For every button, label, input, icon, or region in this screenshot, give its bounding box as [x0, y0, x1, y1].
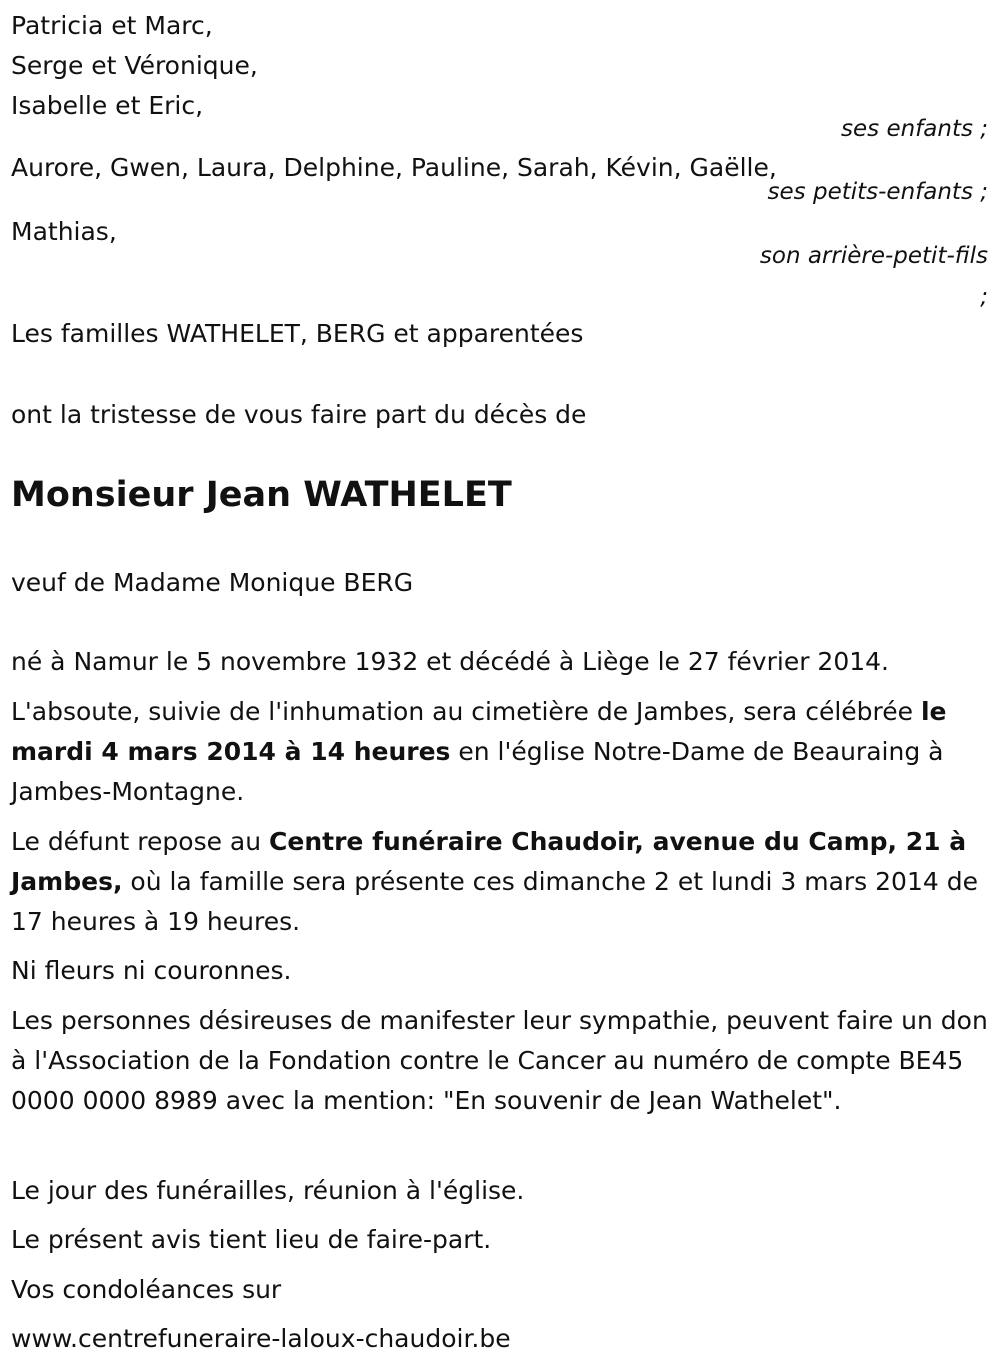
child-line-3: Isabelle et Eric,	[11, 91, 204, 120]
grandchildren-line: Aurore, Gwen, Laura, Delphine, Pauline, Sarah, Kévin, Gaëlle,	[11, 153, 777, 182]
no-flowers-line: Ni fleurs ni couronnes.	[11, 956, 292, 985]
child-line-2: Serge et Véronique,	[11, 51, 258, 80]
rest-place-visiting: où la famille sera présente ces dimanche 2 et lundi 3 mars 2014 de 17 heures à 19 heures.	[11, 867, 978, 936]
ceremony-paragraph	[11, 692, 993, 812]
ceremony-intro: L'absoute, suivie de l'inhumation au cimetière de Jambes, sera célébrée	[11, 697, 921, 726]
widower-line: veuf de Madame Monique BERG	[11, 568, 414, 597]
children-role: ses enfants ;	[841, 116, 988, 142]
families-line: Les familles WATHELET, BERG et apparentées	[11, 319, 584, 348]
great-grandchild-role-end: ;	[980, 284, 988, 310]
great-grandchild-line: Mathias,	[11, 217, 117, 246]
announcement-line: ont la tristesse de vous faire part du décès de	[11, 400, 587, 429]
rest-place-intro: Le défunt repose au	[11, 827, 270, 856]
birth-death-line: né à Namur le 5 novembre 1932 et décédé à Liège le 27 février 2014.	[11, 647, 890, 676]
great-grandchild-role: son arrière-petit-fils	[759, 243, 988, 269]
condolences-label: Vos condoléances sur	[11, 1275, 282, 1304]
deceased-name: Monsieur Jean WATHELET	[11, 475, 512, 515]
ceremony-place: en l'église Notre-Dame de Beauraing à Jambes-Montagne.	[11, 737, 944, 806]
rest-place-address: Centre funéraire Chaudoir, avenue du Camp, 21 à Jambes,	[11, 827, 967, 896]
meeting-line: Le jour des funérailles, réunion à l'église.	[11, 1176, 525, 1205]
notice-line: Le présent avis tient lieu de faire-part.	[11, 1225, 492, 1254]
donation-paragraph: Les personnes désireuses de manifester leur sympathie, peuvent faire un don à l'Association de la Fondation contre le Cancer au numéro de compte BE45 0000 0000 8989 avec la mention: "En souvenir de Jean Wathelet".	[11, 1006, 988, 1115]
ceremony-date: le mardi 4 mars 2014 à 14 heures	[11, 697, 947, 766]
website-link[interactable]: www.centrefuneraire-laloux-chaudoir.be	[11, 1324, 511, 1353]
rest-place-paragraph	[11, 822, 993, 942]
grandchildren-role: ses petits-enfants ;	[767, 179, 988, 205]
child-line-1: Patricia et Marc,	[11, 11, 213, 40]
